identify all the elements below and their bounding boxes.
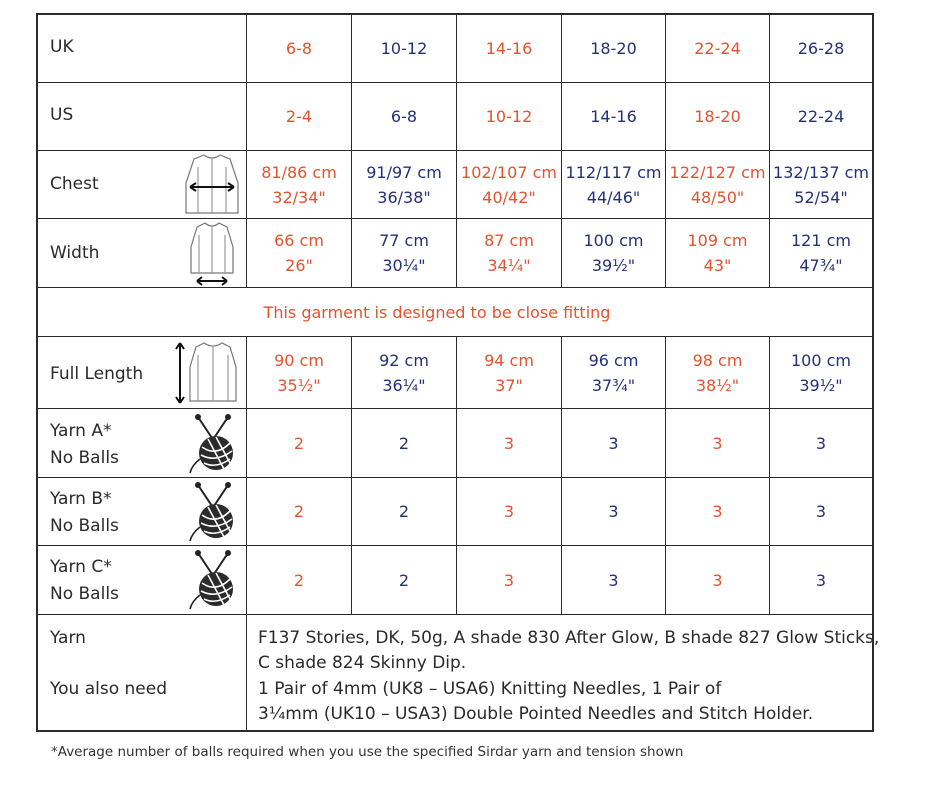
length-cm: 96 cm (588, 350, 639, 370)
us-size-cell: 10-12 (485, 107, 533, 126)
chest-cell (457, 151, 561, 218)
yarn-b-cell: 3 (712, 502, 723, 521)
row-label-width: Width (50, 243, 100, 263)
yarn-b-cell: 2 (398, 502, 410, 521)
us-size-cell: 18-20 (694, 107, 741, 126)
uk-size-cell: 18-20 (590, 38, 637, 58)
chest-in: 48/50" (690, 187, 745, 207)
us-size-cell: 22-24 (797, 107, 845, 126)
chest-in: 32/34" (272, 187, 326, 207)
yarn-ball-icon (188, 413, 238, 475)
width-cm: 109 cm (687, 231, 748, 250)
row-label-yarn: Yarn (50, 628, 86, 648)
chest-cell (352, 151, 456, 218)
yarn-a-cell: 3 (815, 433, 827, 453)
rule (36, 13, 38, 732)
chest-cm: 132/137 cm (773, 162, 869, 182)
yarn-a-label-line2: No Balls (50, 448, 119, 468)
length-cell (562, 337, 665, 408)
width-in: 34¼" (487, 256, 531, 275)
width-cm: 66 cm (274, 231, 324, 250)
length-in: 35½" (277, 375, 321, 395)
chest-in: 44/46" (586, 187, 641, 207)
yarn-b-cell: 3 (815, 502, 827, 521)
length-cell (352, 337, 456, 408)
uk-size-cell: 26-28 (797, 38, 845, 58)
width-cell (247, 219, 351, 287)
chest-in: 52/54" (794, 187, 848, 207)
chest-cm: 102/107 cm (461, 162, 557, 182)
uk-size-cell: 6-8 (285, 38, 313, 58)
yarn-c-label-line1: Yarn C* (50, 557, 112, 577)
length-cell (247, 337, 351, 408)
width-cell (457, 219, 561, 287)
yarn-b-label-line2: No Balls (50, 516, 119, 536)
length-in: 38½" (695, 375, 740, 395)
needs-line-1: 1 Pair of 4mm (UK8 – USA6) Knitting Needles, 1 Pair of (258, 679, 722, 699)
uk-size-cell: 14-16 (485, 38, 533, 58)
yarn-a-cell: 3 (608, 433, 619, 453)
uk-size-cell: 22-24 (694, 38, 741, 58)
row-label-chest: Chest (50, 174, 99, 194)
chest-cell (562, 151, 665, 218)
length-in: 37" (495, 375, 523, 395)
width-cm: 77 cm (379, 231, 429, 250)
yarn-c-cell: 3 (815, 570, 827, 590)
length-cm: 94 cm (484, 350, 534, 370)
uk-size-cell: 10-12 (380, 38, 428, 58)
row-label-yarn-b (50, 486, 119, 540)
row-label-you-also-need: You also need (50, 679, 167, 699)
row-label-full-length: Full Length (50, 364, 144, 384)
yarn-b-label-line1: Yarn B* (50, 489, 112, 509)
yarn-line-1: F137 Stories, DK, 50g, A shade 830 After Glow, B shade 827 Glow Sticks, (258, 628, 880, 648)
row-label-uk: UK (50, 37, 74, 57)
row-label-yarn-a (50, 418, 119, 472)
chest-cm: 112/117 cm (565, 162, 662, 182)
yarn-line-2: C shade 824 Skinny Dip. (258, 653, 467, 673)
yarn-a-cell: 3 (712, 433, 723, 453)
width-cell (770, 219, 872, 287)
us-size-cell: 6-8 (390, 107, 418, 126)
cardigan-chest-icon (184, 153, 240, 215)
chest-cell (770, 151, 872, 218)
row-label-yarn-c (50, 554, 119, 608)
chest-cm: 81/86 cm (261, 162, 337, 182)
chest-in: 40/42" (482, 187, 536, 207)
chest-in: 36/38" (377, 187, 431, 207)
yarn-b-cell: 3 (608, 502, 619, 521)
yarn-c-cell: 2 (293, 570, 305, 590)
yarn-a-cell: 2 (293, 433, 305, 453)
cardigan-width-icon (189, 221, 235, 287)
width-cm: 121 cm (790, 231, 851, 250)
width-in: 30¼" (382, 256, 426, 275)
length-cm: 98 cm (692, 350, 743, 370)
yarn-ball-icon (188, 481, 238, 543)
width-cm: 87 cm (484, 231, 534, 250)
width-cm: 100 cm (583, 231, 644, 250)
yarn-a-cell: 2 (398, 433, 410, 453)
yarn-b-cell: 3 (503, 502, 515, 521)
length-cm: 100 cm (790, 350, 851, 370)
chest-cm: 122/127 cm (669, 162, 766, 182)
yarn-c-cell: 3 (503, 570, 515, 590)
yarn-c-cell: 3 (608, 570, 619, 590)
us-size-cell: 14-16 (590, 107, 637, 126)
us-size-cell: 2-4 (285, 107, 313, 126)
length-cm: 90 cm (274, 350, 324, 370)
yarn-a-cell: 3 (503, 433, 515, 453)
width-in: 26" (285, 256, 313, 275)
fit-note: This garment is designed to be close fitting (263, 302, 611, 322)
rule (36, 614, 874, 615)
yarn-c-cell: 3 (712, 570, 723, 590)
length-cell (666, 337, 769, 408)
yarn-b-cell: 2 (293, 502, 305, 521)
chest-cell (666, 151, 769, 218)
width-in: 43" (703, 256, 732, 275)
rule (36, 730, 874, 732)
length-cm: 92 cm (379, 350, 429, 370)
needs-line-2: 3¼mm (UK10 – USA3) Double Pointed Needles and Stitch Holder. (258, 704, 814, 724)
yarn-ball-icon (188, 549, 238, 611)
length-in: 39½" (799, 375, 843, 395)
length-in: 37¾" (591, 375, 636, 395)
rule (872, 13, 874, 732)
yarn-c-label-line2: No Balls (50, 584, 119, 604)
chest-cm: 91/97 cm (366, 162, 442, 182)
width-cell (562, 219, 665, 287)
length-cell (770, 337, 872, 408)
footnote: *Average number of balls required when you use the specified Sirdar yarn and tension shown (51, 744, 684, 760)
length-in: 36¼" (382, 375, 426, 395)
row-label-us: US (50, 105, 74, 125)
cardigan-length-icon (172, 339, 240, 407)
chest-cell (247, 151, 351, 218)
width-cell (352, 219, 456, 287)
width-cell (666, 219, 769, 287)
width-in: 39½" (591, 256, 636, 275)
width-in: 47¾" (799, 256, 843, 275)
yarn-a-label-line1: Yarn A* (50, 421, 112, 441)
yarn-c-cell: 2 (398, 570, 410, 590)
length-cell (457, 337, 561, 408)
